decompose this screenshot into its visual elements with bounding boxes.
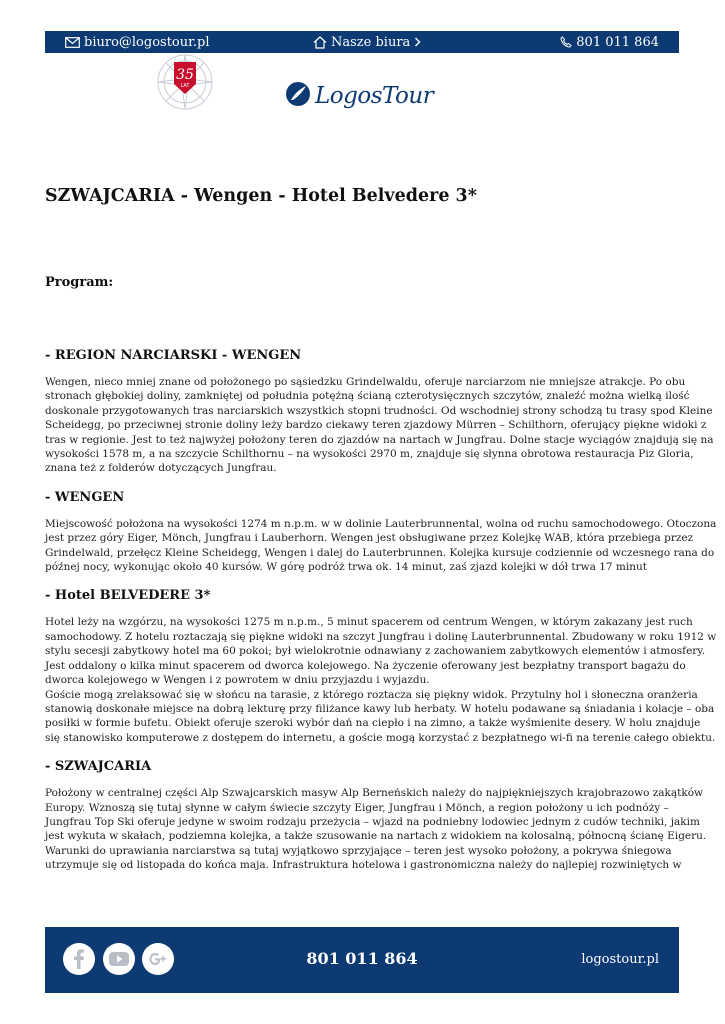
section-region	[45, 348, 714, 476]
text-line: Hotel leży na wzgórzu, na wysokości 1275 m n.p.m., 5 minut spacerem od centrum Wengen, w którym zakazany jest ruch	[45, 616, 693, 629]
offices-link[interactable]	[313, 35, 421, 50]
phone-icon	[560, 36, 572, 48]
footer-phone[interactable]: 801 011 864	[306, 949, 418, 968]
offices-text: Nasze biura	[331, 34, 411, 50]
text-line: posiłki w formie bufetu. Obiekt oferuje szeroki wybór dań na ciepło i na zimno, a także wyśmienite desery. W holu znajduje	[45, 717, 701, 730]
section-heading: - SZWAJCARIA	[45, 759, 152, 775]
text-line: Goście mogą zrelaksować się w słońcu na tarasie, z którego roztacza się piękny widok. Przytulny hol i słoneczna oranżeria	[45, 688, 698, 701]
text-line: Jungfrau Top Ski oferuje jedyne w swoim rodzaju przeżycia – wjazd na podniebny lodowiec jednym z cudów techniki, jakim	[45, 815, 700, 828]
text-line: Grindelwald, przełęcz Kleine Scheidegg, Wengen i dalej do Lauterbrunnen. Kolejka kursuje codziennie od wczesnego rana do	[45, 546, 715, 559]
text-line: Miejscowość położona na wysokości 1274 m n.p.m. w w dolinie Lauterbrunnental, wolna od ruchu samochodowego. Otoczona	[45, 517, 717, 530]
text-line: Położony w centralnej części Alp Szwajcarskich masyw Alp Berneńskich należy do najpiękniejszych krajobrazowo zakątków	[45, 787, 704, 800]
anniversary-badge	[146, 54, 224, 114]
section-heading: - Hotel BELVEDERE 3*	[45, 588, 211, 604]
logostour-logo[interactable]	[285, 78, 434, 114]
footer-bar	[45, 927, 679, 993]
section-wengen	[45, 489, 717, 575]
text-line: doskonale przygotowanych tras narciarskich wszystkich stopni trudności. Od wschodniej strony schodzą tu trasy spod Kleine	[45, 404, 713, 417]
section-paragraph	[45, 375, 714, 476]
section-heading: - REGION NARCIARSKI - WENGEN	[45, 348, 302, 363]
text-line: Europy. Wznoszą się tutaj słynne w całym świecie szczyty Eiger, Jungfrau i Mönch, a region położony u ich podnóży –	[45, 801, 669, 814]
quill-icon	[285, 81, 311, 111]
text-line: samochodowy. Z hotelu roztaczają się piękne widoki na szczyt Jungfrau i dolinę Lauterbrunnental. Zbudowany w roku 1912 w	[45, 630, 717, 643]
text-line: tras w regionie. Jest to też najwyżej położony teren do zjazdów na nartach w Jungfrau. Dolne stacje wyciągów znajdują się na	[45, 433, 714, 446]
text-line: znana też z folderów dotyczących Jungfrau.	[45, 462, 277, 475]
text-line: się stanowisko komputerowe z dostępem do internetu, a goście mogą korzystać z bezpłatnego wi-fi na terenie całego obiektu.	[45, 731, 716, 744]
section-paragraph	[45, 615, 717, 745]
badge-number: 35	[176, 67, 194, 83]
text-line: stanowią doskonałe miejsce na dobrą lekturę przy filiżance kawy lub herbaty. W hotelu podawane są śniadania i kolacje – oba	[45, 702, 715, 715]
text-line: późnej nocy, wykonując około 40 kursów. W górę podróż trwa ok. 14 minut, zaś zjazd kolejki w dół trwa 17 minut	[45, 561, 647, 574]
home-icon	[313, 36, 327, 49]
logo-wordmark: LogosTour	[315, 83, 434, 109]
phone-link[interactable]	[560, 35, 659, 50]
envelope-icon	[65, 37, 80, 48]
text-line: Jest oddalony o kilka minut spacerem od dworca kolejowego. Na życzenie oferowany jest bezpłatny transport bagażu do	[45, 659, 686, 672]
footer-website-link[interactable]: logostour.pl	[581, 952, 659, 967]
page-title: SZWAJCARIA - Wengen - Hotel Belvedere 3*	[45, 186, 477, 206]
section-hotel	[45, 588, 717, 745]
text-line: jest wykuta w skałach, podziemna kolejka, a także szusowanie na nartach z widokiem na kolosalną, północną ścianę Eigeru.	[45, 830, 707, 843]
text-line: stylu secesji zabytkowy hotel ma 60 pokoi; był wielokrotnie odnawiany z zachowaniem zabytkowych elementów i atmosfery.	[45, 645, 706, 658]
text-line: dworca kolejowego w Wengen i z powrotem w dniu przyjazdu i wyjazdu.	[45, 674, 430, 687]
chevron-right-icon	[414, 37, 421, 47]
text-line: stronach głębokiej doliny, zamkniętej od południa potężną ścianą czterotysięcznych szczytów, znaleźć można wielką ilość	[45, 390, 690, 403]
program-label: Program:	[45, 275, 114, 290]
text-line: jest przez góry Eiger, Mönch, Jungfrau i Lauberhorn. Wengen jest obsługiwane przez Kolejkę WAB, która przebiega przez	[45, 532, 694, 545]
phone-text: 801 011 864	[576, 34, 659, 50]
section-heading: - WENGEN	[45, 489, 125, 505]
content-body	[45, 348, 717, 887]
text-line: Wengen, nieco mniej znane od położonego po sąsiedzku Grindelwaldu, oferuje narciarzom nie mniejsze atrakcje. Po obu	[45, 376, 686, 388]
section-switzerland	[45, 759, 707, 872]
section-paragraph	[45, 786, 707, 872]
badge-sub: LAT	[180, 83, 190, 89]
text-line: Scheidegg, po przeciwnej stronie doliny leży bardzo ciekawy teren zjazdowy Mürren – Schilthorn, oferujący piękne widoki z	[45, 419, 707, 432]
email-text: biuro@logostour.pl	[84, 34, 210, 50]
email-link[interactable]	[65, 35, 210, 50]
top-contact-bar	[45, 31, 679, 53]
section-paragraph	[45, 517, 717, 575]
text-line: utrzymuje się od listopada do końca maja. Infrastruktura hotelowa i gastronomiczna należy do najlepiej rozwiniętych w	[45, 859, 682, 872]
text-line: Warunki do uprawiania narciarstwa są tutaj wyjątkowo sprzyjające – teren jest wysoko położony, a pokrywa śniegowa	[45, 844, 672, 857]
text-line: wysokości 1578 m, a na szczycie Schilthornu – na wysokości 2970 m, znajduje się słynna obrotowa restauracja Piz Gloria,	[45, 448, 694, 461]
